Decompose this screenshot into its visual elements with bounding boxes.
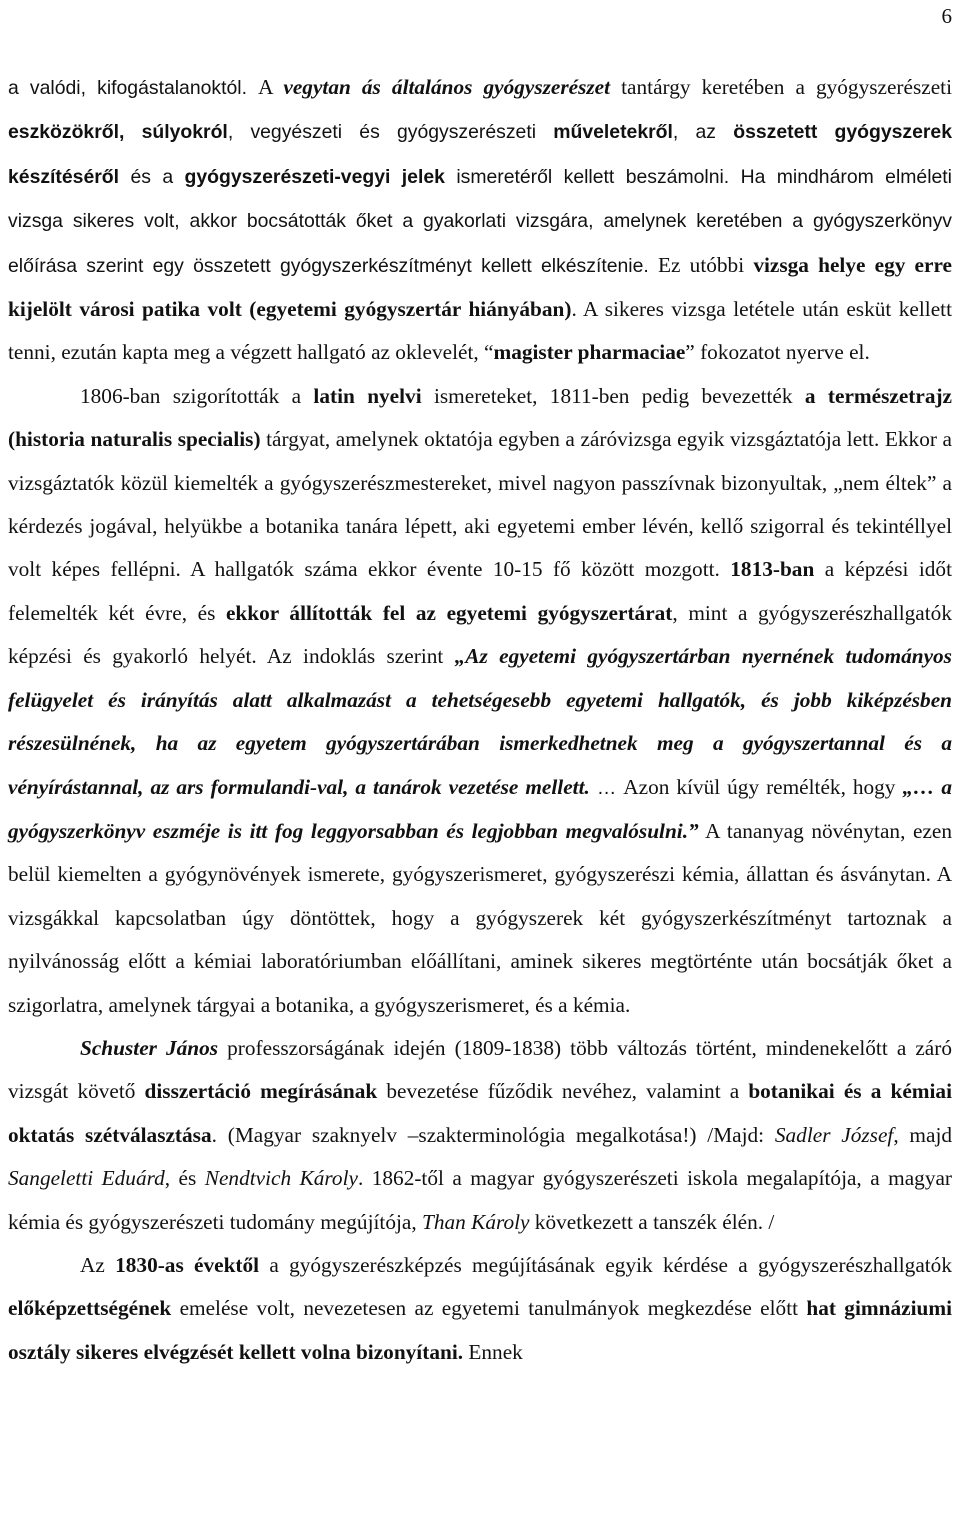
text-run: „… a gyógyszerkönyv eszméje is itt fog leggyorsabban és legjobban megvalósulni.”: [8, 774, 953, 843]
text-run: latin nyelvi: [313, 383, 422, 408]
text-run: botanikai és a kémiai oktatás szétválasztása: [8, 1079, 952, 1147]
text-run: magister pharmaciae: [493, 340, 686, 365]
text-run: A hallgatók száma ekkor évente 10-15 fő között mozgott.: [190, 557, 731, 582]
text-run: ” fokozatot nyerve el.: [685, 340, 870, 365]
text-run: , majd: [893, 1122, 953, 1147]
text-run: , és: [164, 1166, 205, 1191]
text-run: ismeretéről kellett beszámolni.: [444, 165, 741, 188]
text-run: bevezetése fűződik nevéhez, valamint a: [377, 1079, 749, 1104]
text-run: és a: [119, 165, 185, 188]
page-number: 6: [941, 4, 952, 28]
text-run: , mint a gyógyszerészhallgatók képzési és gyakorló helyét.: [8, 600, 952, 669]
text-run: Ennek: [463, 1339, 523, 1364]
text-run: A: [258, 75, 284, 99]
text-run: a természetrajz (historia naturalis specialis): [8, 383, 953, 452]
text-run: a valódi, kifogástalanoktól.: [8, 77, 259, 99]
text-run: vegytan ás általános gyógyszerészet: [283, 75, 611, 99]
text-run: …: [589, 776, 624, 799]
text-run: előképzettségének: [8, 1296, 172, 1321]
text-run: Az indoklás szerint: [266, 644, 455, 669]
text-run: Ha mindhárom elméleti vizsga sikeres volt, akkor bocsátották őket a gyakorlati vizsgára, amelynek keretében a gyógyszerkönyv előírása szerint egy összetett gyógyszerkészítményt kellett elkészítenie.: [8, 165, 952, 277]
text-run: Than Károly: [422, 1209, 530, 1234]
text-run: Az: [80, 1252, 116, 1277]
text-run: 1830-as évektől: [115, 1252, 260, 1277]
text-run: , vegyészeti és gyógyszerészeti: [227, 121, 554, 144]
text-run: Sangeletti Eduárd: [8, 1166, 165, 1191]
text-run: eszközökről, súlyokról: [8, 121, 228, 144]
paragraph: [8, 1244, 952, 1374]
text-run: 1806-ban szigorították a: [80, 383, 314, 408]
text-run: 1813-ban: [730, 557, 815, 582]
text-run: professzorságának idején (1809-1838) több változás történt, mindenekelőtt a záró vizsgát követő: [8, 1035, 952, 1104]
paragraph: [8, 1027, 952, 1244]
text-run: disszertáció megírásának: [144, 1079, 378, 1104]
text-run: vizsga helye egy erre kijelölt városi patika volt (egyetemi gyógyszertár hiányában): [8, 252, 952, 322]
text-run: , az: [672, 121, 734, 144]
text-run: „Az egyetemi gyógyszertárban nyernének tudományos felügyelet és irányítás alatt alkalmazást a tehetségesebb egyetemi hallgatók, és jobb kiképzésben részesülnének, ha az egyetem gyógyszertárában ismerkedhetnek meg a gyógyszertannal és a vényírástannal, az ars formulandi-val, a tanárok vezetése mellett.: [8, 644, 952, 799]
text-run: hat gimnáziumi osztály sikeres elvégzését kellett volna bizonyítani.: [8, 1296, 952, 1364]
text-run: ismereteket, 1811-ben pedig bevezették: [421, 383, 805, 408]
text-run: a képzési időt felemelték két évre, és: [8, 557, 952, 625]
text-run: emelése volt, nevezetesen az egyetemi tanulmányok megkezdése előtt: [171, 1296, 807, 1321]
text-run: Sadler József: [774, 1122, 894, 1147]
text-run: tantárgy keretében a gyógyszerészeti: [610, 75, 952, 99]
text-run: . 1862-től a magyar gyógyszerészeti iskola megalapítója, a magyar kémia és gyógyszerészeti tudomány megújítója,: [8, 1166, 953, 1234]
text-run: A tananyag növénytan, ezen belül kiemelten a gyógynövények ismerete, gyógyszerismeret, gyógyszerészi kémia, állattan és ásványtan. A vizsgákkal kapcsolatban úgy döntöttek, hogy a gyógyszerek két gyógyszerkészítményt tartoznak a nyilvánosság előtt a kémiai laboratóriumban előállítani, aminek sikeres megtörténte után bocsátják őket a szigorlatra, amelynek tárgyai a botanika, a gyógyszerismeret, és a kémia.: [8, 818, 952, 1017]
text-run: . (Magyar szaknyelv –szakterminológia megalkotása!) /Majd:: [211, 1122, 775, 1147]
text-run: Azon kívül úgy remélték, hogy: [623, 774, 903, 799]
paragraph: [8, 66, 952, 375]
text-run: Ekkor a vizsgáztatók közül kiemelték a gyógyszerészmestereket, mivel nagyon passzívnak bizonyultak, „nem éltek” a kérdezés jogával, helyükbe a botanika tanára lépett, aki egyetemi ember lévén, kellő szigorral és tekintéllyel volt képes fellépni.: [8, 427, 952, 582]
body-text: [8, 66, 952, 1374]
text-run: ekkor állították fel az egyetemi gyógyszertárat: [225, 600, 673, 625]
text-run: a gyógyszerészképzés megújításának egyik kérdése a gyógyszerészhallgatók: [259, 1252, 952, 1277]
text-run: következett a tanszék élén. /: [529, 1209, 775, 1234]
text-run: összetett gyógyszerek készítéséről: [8, 121, 952, 188]
paragraph: [8, 375, 952, 1027]
text-run: Nendtvich Károly: [204, 1166, 358, 1191]
text-run: Schuster János: [80, 1035, 219, 1060]
text-run: műveletekről: [553, 121, 673, 144]
text-run: gyógyszerészeti-vegyi jelek: [184, 165, 445, 188]
text-run: . A sikeres vizsga letétele után esküt kellett tenni, ezután kapta meg a végzett hallgató az oklevelét, “: [8, 297, 952, 365]
text-run: Ez utóbbi: [658, 252, 754, 277]
text-run: tárgyat, amelynek oktatója egyben a záróvizsga egyik vizsgáztatója lett.: [260, 427, 885, 452]
